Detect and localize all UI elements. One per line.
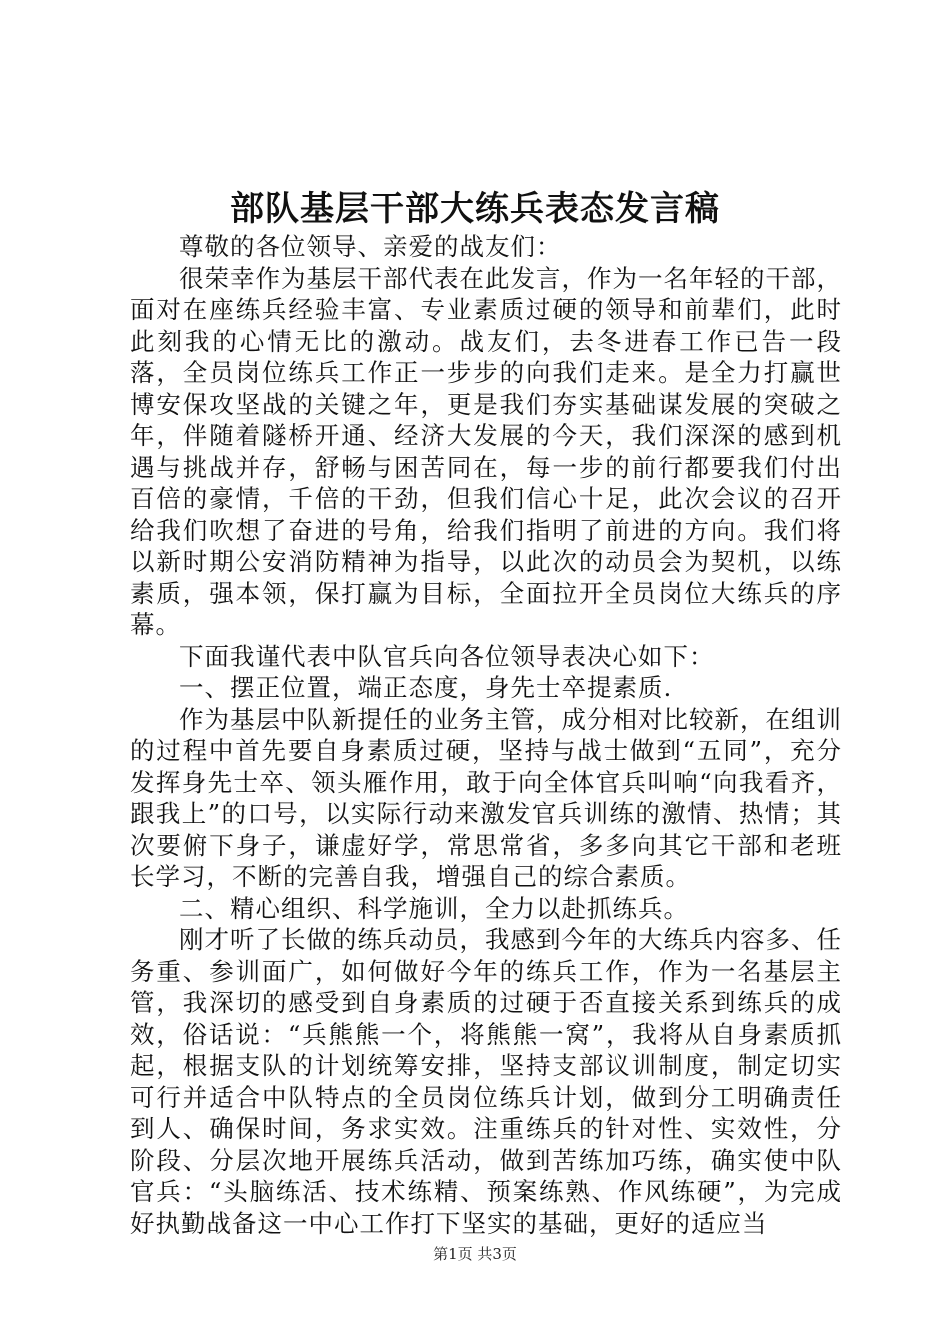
pledge-intro-paragraph: 下面我谨代表中队官兵向各位领导表决心如下： xyxy=(179,641,715,671)
document-body xyxy=(130,231,842,1239)
section-heading-1: 一、摆正位置，端正态度，身先士卒提素质. xyxy=(179,673,673,702)
document-title: 部队基层干部大练兵表态发言稿 xyxy=(230,189,720,229)
section-heading-2: 二、精心组织、科学施训，全力以赴抓练兵。 xyxy=(179,893,689,923)
salutation-paragraph: 尊敬的各位领导、亲爱的战友们： xyxy=(179,232,562,261)
section-1-paragraph: 作为基层中队新提任的业务主管，成分相对比较新，在组训的过程中首先要自身素质过硬，坚持与战士做到“五同”，充分发挥身先士卒、领头雁作用，敢于向全体官兵叫响“向我看齐，跟我上”的口号，以实际行动来激发官兵训练的激情、热情；其次要俯下身子，谦虚好学，常思常省，多多向其它干部和老班长学习，不断的完善自我，增强自己的综合素质。 xyxy=(130,704,842,891)
page-footer: 第1页 共3页 xyxy=(433,1245,517,1263)
section-2-paragraph: 刚才听了长做的练兵动员，我感到今年的大练兵内容多、任务重、参训面广，如何做好今年的练兵工作，作为一名基层主管，我深切的感受到自身素质的过硬于否直接关系到练兵的成效，俗话说：“兵熊熊一个，将熊熊一窝”，我将从自身素质抓起，根据支队的计划统筹安排，坚持支部议训制度，制定切实可行并适合中队特点的全员岗位练兵计划，做到分工明确责任到人、确保时间，务求实效。注重练兵的针对性、实效性，分阶段、分层次地开展练兵活动，做到苦练加巧练，确实使中队官兵：“头脑练活、技术练精、预案练熟、作风练硬”，为完成好执勤战备这一中心工作打下坚实的基础，更好的适应当 xyxy=(130,925,842,1238)
opening-paragraph: 很荣幸作为基层干部代表在此发言，作为一名年轻的干部，面对在座练兵经验丰富、专业素质过硬的领导和前辈们，此时此刻我的心情无比的激动。战友们，去冬进春工作已告一段落，全员岗位练兵工作正一步步的向我们走来。是全力打赢世博安保攻坚战的关键之年，更是我们夯实基础谋发展的突破之年，伴随着隧桥开通、经济大发展的今天，我们深深的感到机遇与挑战并存，舒畅与困苦同在，每一步的前行都要我们付出百倍的豪情，千倍的干劲，但我们信心十足，此次会议的召开给我们吹想了奋进的号角，给我们指明了前进的方向。我们将以新时期公安消防精神为指导，以此次的动员会为契机，以练素质，强本领，保打赢为目标，全面拉开全员岗位大练兵的序幕。 xyxy=(130,263,842,639)
